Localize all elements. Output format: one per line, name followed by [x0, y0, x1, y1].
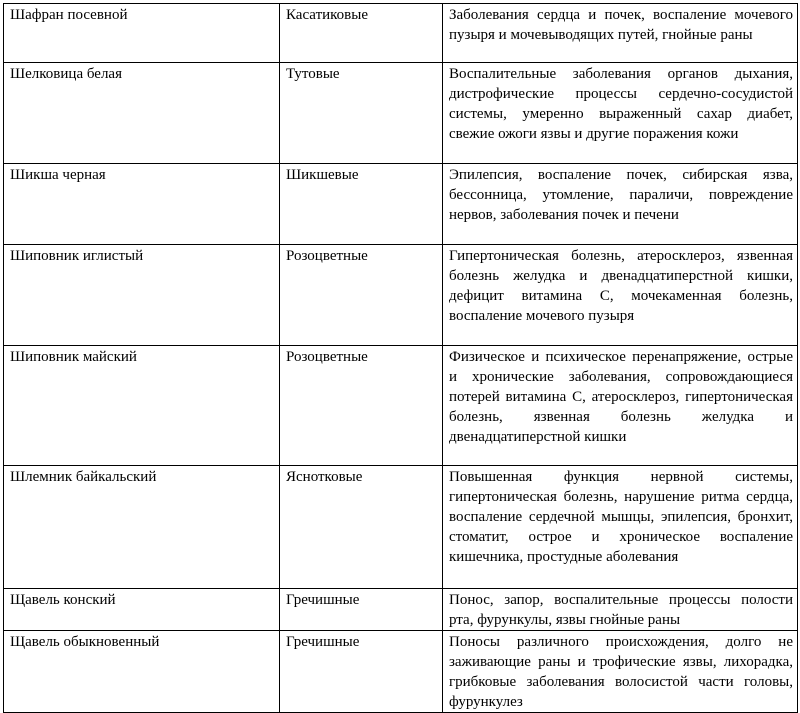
plant-family-cell: Касатиковые	[280, 4, 443, 63]
table-row	[4, 346, 798, 466]
plant-name-cell: Щавель обыкновенный	[4, 631, 280, 713]
plant-name-cell: Щавель конский	[4, 589, 280, 631]
medicinal-plants-table-container	[3, 3, 797, 713]
plant-family-cell: Розоцветные	[280, 245, 443, 346]
plant-family-cell: Тутовые	[280, 63, 443, 164]
plant-name-cell: Шиповник иглистый	[4, 245, 280, 346]
plant-uses-cell: Эпилепсия, воспаление почек, сибирская язва, бессонница, утомление, параличи, повреждение нервов, заболевания почек и печени	[443, 164, 798, 245]
plant-uses-cell: Понос, запор, воспалительные процессы полости рта, фурункулы, язвы гнойные раны	[443, 589, 798, 631]
plant-uses-cell: Физическое и психическое перенапряжение, острые и хронические заболевания, сопровождающиеся потерей витамина С, атеросклероз, гипертоническая болезнь, язвенная болезнь желудка и двенадцатиперстной кишки	[443, 346, 798, 466]
plant-uses-cell: Поносы различного происхождения, долго не заживающие раны и трофические язвы, лихорадка, грибковые заболевания волосистой части головы, фурункулез	[443, 631, 798, 713]
plant-name-cell: Шелковица белая	[4, 63, 280, 164]
medicinal-plants-table	[3, 3, 798, 713]
plant-family-cell: Шикшевые	[280, 164, 443, 245]
table-row	[4, 245, 798, 346]
plant-name-cell: Шлемник байкальский	[4, 466, 280, 589]
plant-uses-cell: Заболевания сердца и почек, воспаление мочевого пузыря и мочевыводящих путей, гнойные раны	[443, 4, 798, 63]
plant-name-cell: Шикша черная	[4, 164, 280, 245]
plant-family-cell: Гречишные	[280, 631, 443, 713]
plant-family-cell: Яснотковые	[280, 466, 443, 589]
table-row	[4, 63, 798, 164]
table-row	[4, 631, 798, 713]
plant-uses-cell: Гипертоническая болезнь, атеросклероз, язвенная болезнь желудка и двенадцатиперстной кишки, дефицит витамина С, мочекаменная болезнь, воспаление мочевого пузыря	[443, 245, 798, 346]
plant-name-cell: Шиповник майский	[4, 346, 280, 466]
table-row	[4, 466, 798, 589]
plant-family-cell: Розоцветные	[280, 346, 443, 466]
table-row	[4, 164, 798, 245]
table-row	[4, 589, 798, 631]
plant-name-cell: Шафран посевной	[4, 4, 280, 63]
table-row	[4, 4, 798, 63]
plant-uses-cell: Повышенная функция нервной системы, гипертоническая болезнь, нарушение ритма сердца, воспаление сердечной мышцы, эпилепсия, бронхит, стоматит, острое и хроническое воспаление кишечника, простудные аболевания	[443, 466, 798, 589]
plant-uses-cell: Воспалительные заболевания органов дыхания, дистрофические процессы сердечно-сосудистой системы, умеренно выраженный сахар диабет, свежие ожоги язвы и другие поражения кожи	[443, 63, 798, 164]
plant-family-cell: Гречишные	[280, 589, 443, 631]
